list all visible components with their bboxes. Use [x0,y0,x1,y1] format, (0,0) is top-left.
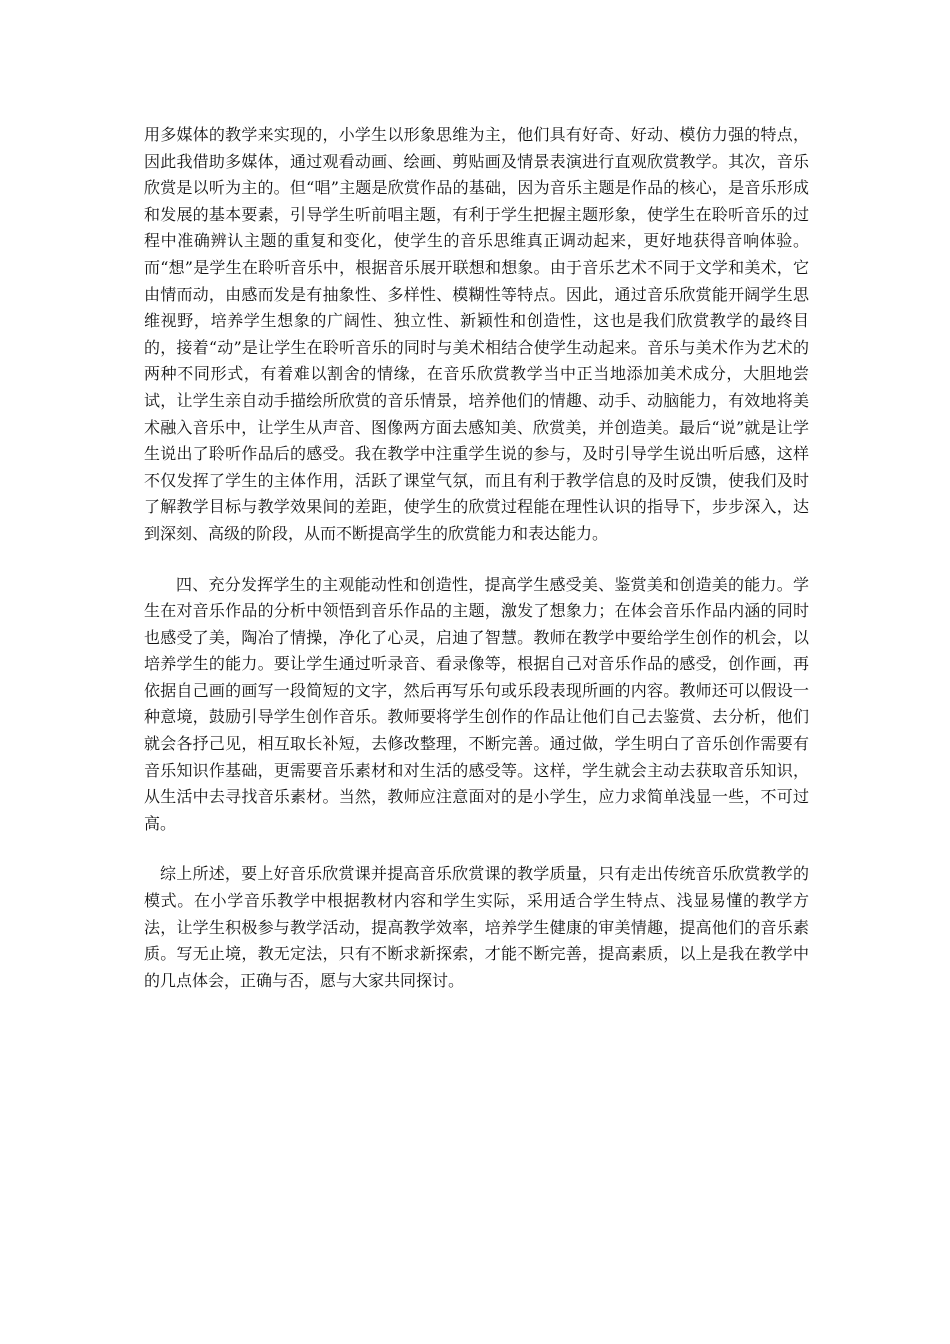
paragraph-section-four: 四、充分发挥学生的主观能动性和创造性，提高学生感受美、鉴赏美和创造美的能力。学生在对音乐作品的分析中领悟到音乐作品的主题，激发了想象力；在体会音乐作品内涵的同时也感受了美，陶冶了情操，净化了心灵，启迪了智慧。教师在教学中要给学生创作的机会，以培养学生的能力。要让学生通过听录音、看录像等，根据自己对音乐作品的感受，创作画，再依据自己画的画写一段简短的文字，然后再写乐句或乐段表现所画的内容。教师还可以假设一种意境，鼓励引导学生创作音乐。教师要将学生创作的作品让他们自己去鉴赏、去分析，他们就会各抒己见，相互取长补短，去修改整理，不断完善。通过做，学生明白了音乐创作需要有音乐知识作基础，更需要音乐素材和对生活的感受等。这样，学生就会主动去获取音乐知识，从生活中去寻找音乐素材。当然，教师应注意面对的是小学生，应力求简单浅显一些，不可过高。 [144,574,809,833]
paragraph-continuation: 用多媒体的教学来实现的，小学生以形象思维为主，他们具有好奇、好动、模仿力强的特点，因此我借助多媒体，通过观看动画、绘画、剪贴画及情景表演进行直观欣赏教学。其次，音乐欣赏是以听为主的。但“唱”主题是欣赏作品的基础，因为音乐主题是作品的核心，是音乐形成和发展的基本要素，引导学生听前唱主题，有利于学生把握主题形象，使学生在聆听音乐的过程中准确辨认主题的重复和变化，使学生的音乐思维真正调动起来，更好地获得音响体验。而“想”是学生在聆听音乐中，根据音乐展开联想和想象。由于音乐艺术不同于文学和美术，它由情而动，由感而发是有抽象性、多样性、模糊性等特点。因此，通过音乐欣赏能开阔学生思维视野，培养学生想象的广阔性、独立性、新颖性和创造性，这也是我们欣赏教学的最终目的，接着“动”是让学生在聆听音乐的同时与美术相结合使学生动起来。音乐与美术作为艺术的两种不同形式，有着难以割舍的情缘，在音乐欣赏教学当中正当地添加美术成分，大胆地尝试，让学生亲自动手描绘所欣赏的音乐情景，培养他们的情趣、动手、动脑能力，有效地将美术融入音乐中，让学生从声音、图像两方面去感知美、欣赏美，并创造美。最后“说”就是让学生说出了聆听作品后的感受。我在教学中注重学生说的参与，及时引导学生说出听后感，这样不仅发挥了学生的主体作用，活跃了课堂气氛，而且有利于教学信息的及时反馈，使我们及时了解教学目标与教学效果间的差距，使学生的欣赏过程能在理性认识的指导下，步步深入，达到深刻、高级的阶段，从而不断提高学生的欣赏能力和表达能力。 [144,125,809,543]
document-body [144,122,809,994]
paragraph-conclusion: 综上所述，要上好音乐欣赏课并提高音乐欣赏课的教学质量，只有走出传统音乐欣赏教学的模式。在小学音乐教学中根据教材内容和学生实际，采用适合学生特点、浅显易懂的教学方法，让学生积极参与教学活动，提高教学效率，培养学生健康的审美情趣，提高他们的音乐素质。写无止境，教无定法，只有不断求新探索，才能不断完善，提高素质，以上是我在教学中的几点体会，正确与否，愿与大家共同探讨。 [144,864,809,990]
